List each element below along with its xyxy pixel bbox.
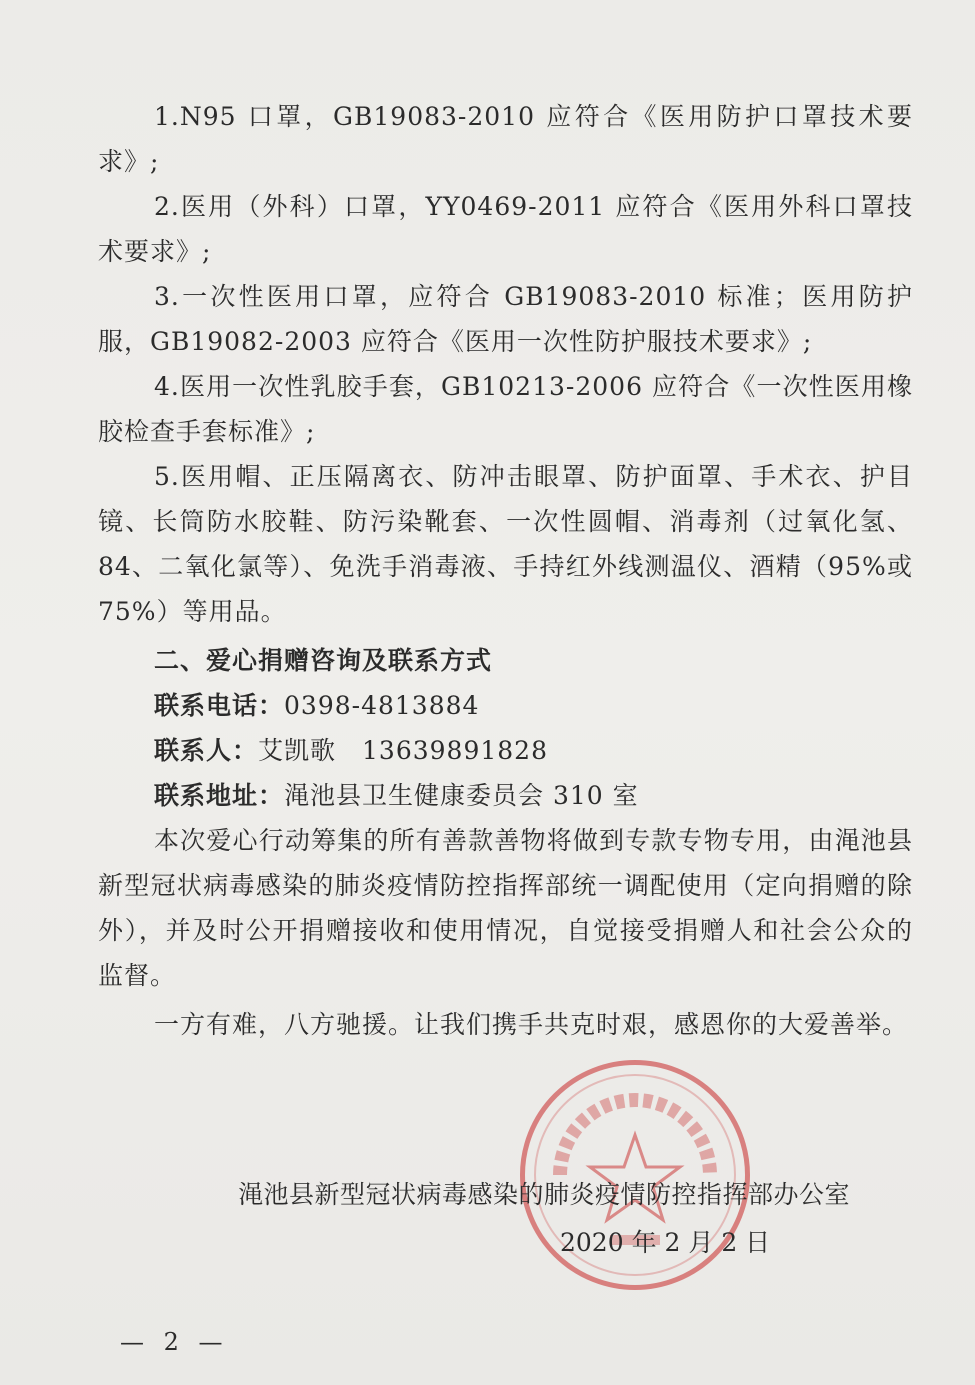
list-item: 3.一次性医用口罩，应符合 GB19083-2010 标准；医用防护服，GB19082-2003 应符合《医用一次性防护服技术要求》; [98,282,913,356]
page-number: — 2 — [120,1328,229,1356]
contact-phone-value: 0398-4813884 [284,691,480,720]
contact-address-label: 联系地址： [154,781,285,810]
closing-paragraph: 一方有难，八方驰援。让我们携手共克时艰，感恩你的大爱善举。 [154,1010,909,1039]
list-item: 4.医用一次性乳胶手套，GB10213-2006 应符合《一次性医用橡胶检查手套标准》; [98,372,913,446]
document-body [98,94,913,1047]
contact-address [98,773,913,818]
signature-date: 2020 年 2 月 2 日 [560,1228,771,1257]
list-item: 5.医用帽、正压隔离衣、防冲击眼罩、防护面罩、手术衣、护目镜、长筒防水胶鞋、防污染靴套、一次性圆帽、消毒剂（过氧化氢、84、二氧化氯等）、免洗手消毒液、手持红外线测温仪、酒精（95%或 75%）等用品。 [98,462,913,626]
contact-person-value: 艾凯歌 13639891828 [258,736,548,765]
contact-phone [98,683,913,728]
signature-organization: 渑池县新型冠状病毒感染的肺炎疫情防控指挥部办公室 [238,1180,851,1209]
contact-person-label: 联系人： [154,736,259,765]
list-item: 2.医用（外科）口罩，YY0469-2011 应符合《医用外科口罩技术要求》; [98,192,913,266]
list-item: 1.N95 口罩，GB19083-2010 应符合《医用防护口罩技术要求》; [98,102,913,176]
contact-person [98,728,913,773]
contact-phone-label: 联系电话： [154,691,285,720]
section-heading: 二、爱心捐赠咨询及联系方式 [154,646,493,675]
funds-paragraph: 本次爱心行动筹集的所有善款善物将做到专款专物专用，由渑池县新型冠状病毒感染的肺炎疫情防控指挥部统一调配使用（定向捐赠的除外），并及时公开捐赠接收和使用情况，自觉接受捐赠人和社会公众的监督。 [98,826,913,990]
contact-address-value: 渑池县卫生健康委员会 310 室 [284,781,639,810]
